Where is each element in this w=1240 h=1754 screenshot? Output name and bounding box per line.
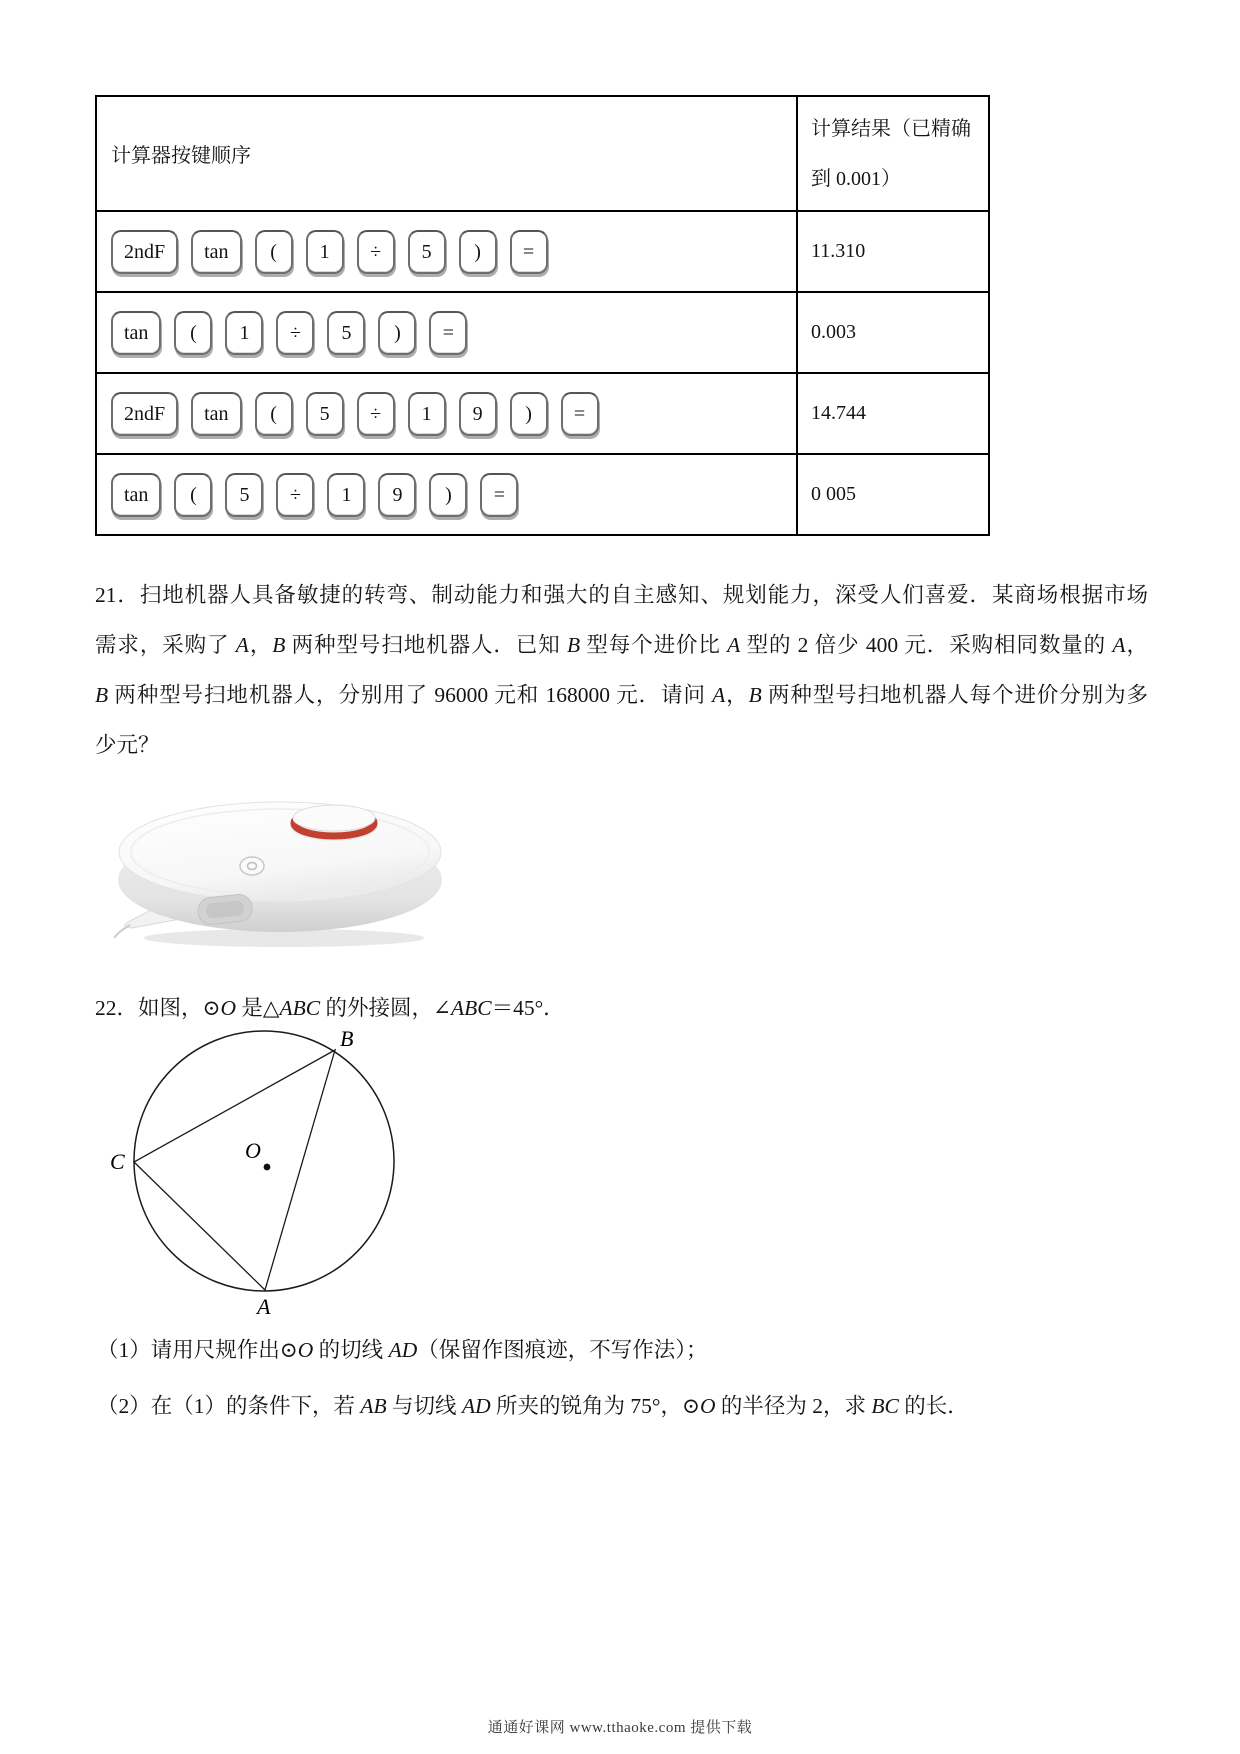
result-value: 11.310 (811, 240, 866, 262)
calc-key: tan (191, 230, 241, 274)
key-sequence (97, 455, 798, 534)
calc-key: ( (255, 230, 293, 274)
header-key-sequence: 计算器按键顺序 (97, 97, 798, 210)
circle-diagram (100, 1026, 410, 1326)
table-row (97, 372, 988, 453)
calc-key: 1 (225, 311, 263, 355)
robot-top-face (119, 802, 441, 902)
question-21-line: 21．扫地机器人具备敏捷的转弯、制动能力和强大的自主感知、规划能力，深受人们喜爱．某商场根据市场 (95, 583, 1148, 607)
calc-key: ) (510, 392, 548, 436)
table-header-row (97, 97, 988, 210)
label-C: C (110, 1149, 125, 1174)
question-21 (95, 570, 1148, 770)
header-result: 计算结果（已精确 到 0.001） (811, 117, 971, 190)
key-sequence (97, 293, 798, 372)
result-value: 0 005 (811, 483, 856, 505)
calc-key: = (510, 230, 548, 274)
result-value: 14.744 (811, 402, 866, 424)
calc-key: 2ndF (111, 230, 178, 274)
calc-key: = (480, 473, 518, 517)
circle-diagram-svg (100, 1026, 410, 1326)
calc-key: 9 (459, 392, 497, 436)
robot-button (240, 857, 264, 875)
result-value: 0.003 (811, 321, 856, 343)
circle-o (134, 1031, 394, 1291)
calc-key: 9 (378, 473, 416, 517)
calc-key: 5 (306, 392, 344, 436)
question-22-part2: （2）在（1）的条件下，若 AB 与切线 AD 所夹的锐角为 75°，⊙O 的半径为 2，求 BC 的长． (97, 1394, 969, 1418)
question-22-part1: （1）请用尺规作出⊙O 的切线 AD（保留作图痕迹，不写作法）； (97, 1338, 708, 1362)
calc-key: tan (111, 311, 161, 355)
center-dot (264, 1164, 271, 1171)
calc-key: 5 (225, 473, 263, 517)
question-21-line: 需求，采购了 A，B 两种型号扫地机器人．已知 B 型每个进价比 A 型的 2 倍少 400 元．采购相同数量的 A， (95, 633, 1148, 657)
calc-key: 5 (327, 311, 365, 355)
calc-key: ÷ (276, 311, 314, 355)
calc-key: ( (255, 392, 293, 436)
calc-key: ) (378, 311, 416, 355)
calc-key: 1 (306, 230, 344, 274)
calc-key: ÷ (276, 473, 314, 517)
calc-key: ÷ (357, 230, 395, 274)
label-O: O (245, 1138, 261, 1163)
table-row (97, 291, 988, 372)
label-B: B (340, 1026, 354, 1051)
label-A: A (257, 1294, 271, 1319)
calculator-table (95, 95, 990, 536)
key-sequence (97, 374, 798, 453)
question-21-line: B 两种型号扫地机器人，分别用了 96000 元和 168000 元．请问 A，B 两种型号扫地机器人每个进价分别为多 (95, 683, 1148, 707)
calc-key: tan (191, 392, 241, 436)
table-row (97, 210, 988, 291)
calc-key: = (561, 392, 599, 436)
calc-key: ( (174, 473, 212, 517)
footer-text: 通通好课网 www.tthaoke.com 提供下载 (487, 1720, 753, 1736)
table-row (97, 453, 988, 534)
calc-key: 2ndF (111, 392, 178, 436)
calc-key: ÷ (357, 392, 395, 436)
triangle-abc (134, 1050, 335, 1290)
question-21-line: 少元？ (95, 733, 160, 757)
calc-key: tan (111, 473, 161, 517)
robot-cable (114, 925, 130, 938)
calc-key: 5 (408, 230, 446, 274)
calc-key: ) (429, 473, 467, 517)
turret-top (293, 805, 375, 831)
calc-key: = (429, 311, 467, 355)
calc-key: ( (174, 311, 212, 355)
calc-key: ) (459, 230, 497, 274)
robot-vacuum-image (112, 796, 448, 952)
key-sequence (97, 212, 798, 291)
robot-vacuum-svg (112, 796, 448, 952)
calc-key: 1 (408, 392, 446, 436)
calc-key: 1 (327, 473, 365, 517)
question-22-title: 22．如图，⊙O 是△ABC 的外接圆，∠ABC＝45°． (95, 996, 565, 1020)
